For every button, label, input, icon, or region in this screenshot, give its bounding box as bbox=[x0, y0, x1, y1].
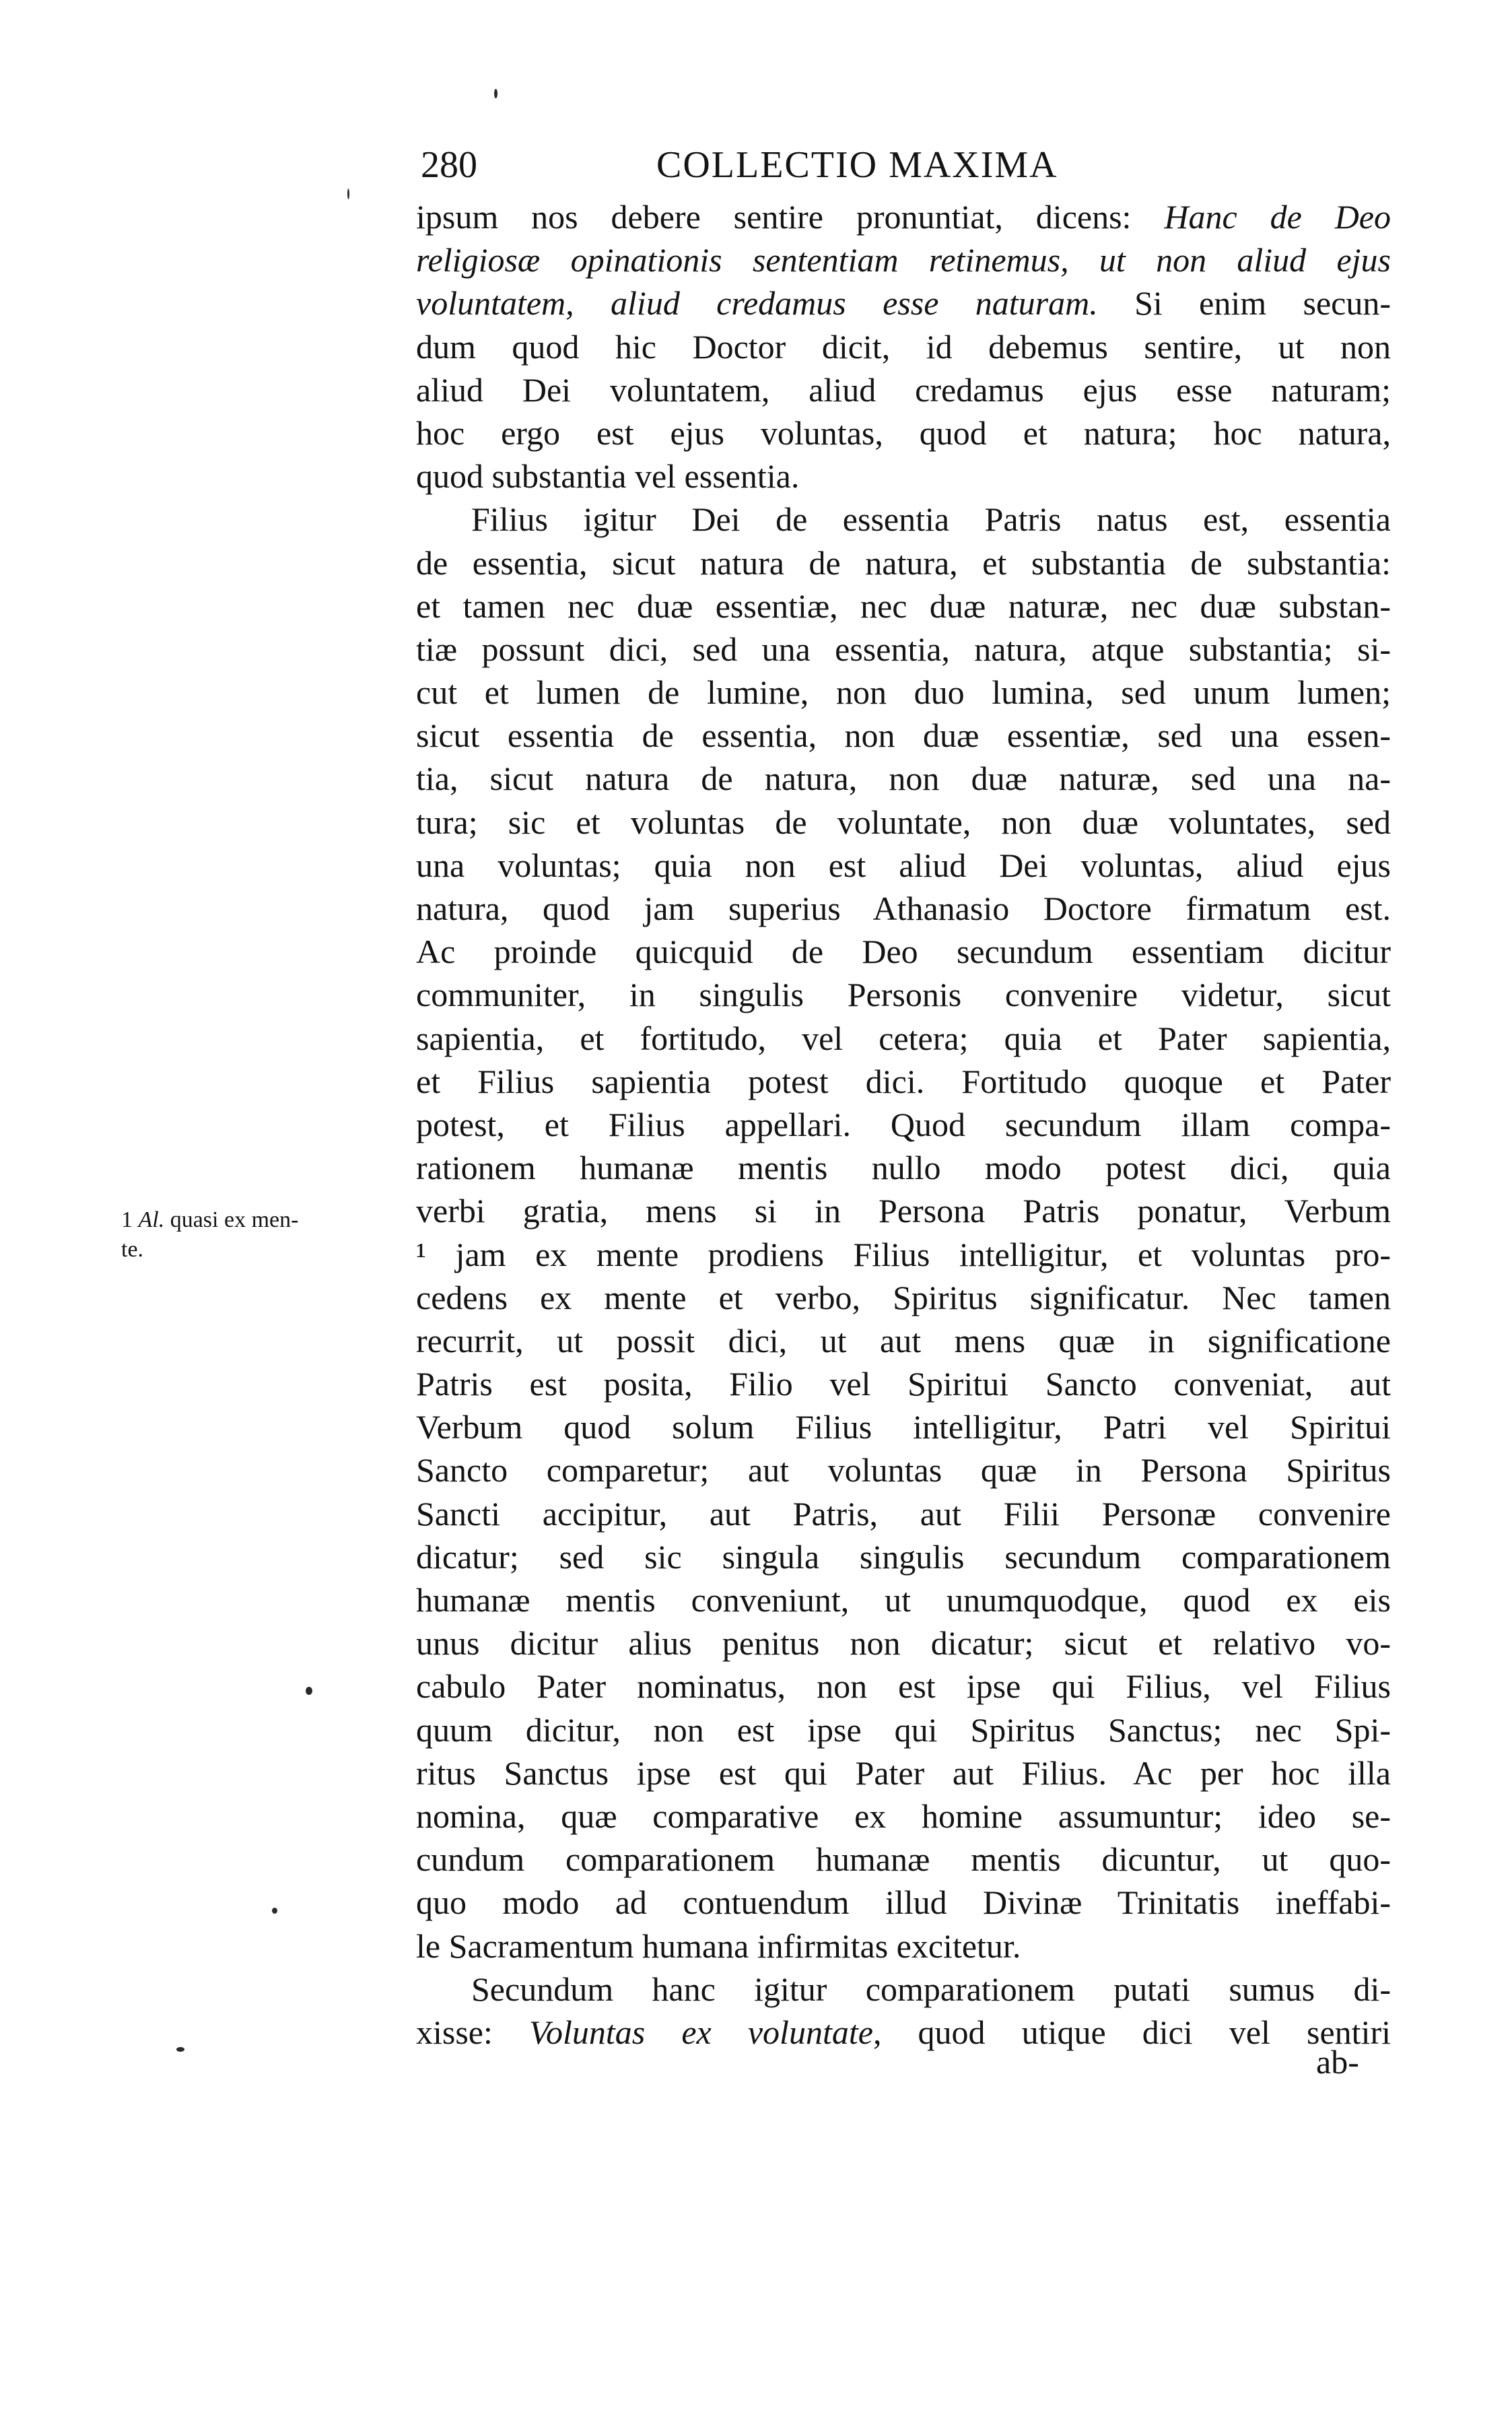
text-segment: communiter, in singulis Personis convenire videtur, sicut bbox=[416, 976, 1391, 1014]
text-segment: recurrit, ut possit dici, ut aut mens quæ in significatione bbox=[416, 1321, 1391, 1360]
text-line bbox=[416, 195, 1391, 238]
text-line bbox=[416, 584, 1391, 628]
margin-note-continuation: te. bbox=[121, 1237, 144, 1262]
text-line bbox=[416, 1146, 1391, 1189]
text-segment: Filius igitur Dei de essentia Patris natus est, essentia bbox=[471, 500, 1391, 539]
text-line bbox=[416, 1621, 1391, 1665]
text-line bbox=[416, 1924, 1391, 1968]
text-line bbox=[416, 2011, 1391, 2054]
text-line bbox=[416, 1492, 1391, 1535]
text-line bbox=[416, 1838, 1391, 1881]
scan-speck bbox=[176, 2047, 184, 2052]
text-segment: le Sacramentum humana infirmitas excitetur. bbox=[416, 1927, 1021, 1965]
text-segment: et Filius sapientia potest dici. Fortitudo quoque et Pater bbox=[416, 1062, 1391, 1100]
text-line bbox=[416, 1276, 1391, 1319]
text-line bbox=[416, 714, 1391, 757]
text-segment: quo modo ad contuendum illud Divinæ Trinitatis ineffabi- bbox=[416, 1883, 1391, 1922]
text-line bbox=[416, 930, 1391, 973]
text-segment: quod substantia vel essentia. bbox=[416, 457, 800, 496]
running-title: COLLECTIO MAXIMA bbox=[656, 144, 1058, 186]
scan-speck bbox=[347, 189, 349, 199]
text-line bbox=[416, 801, 1391, 844]
text-segment: xisse: bbox=[416, 2013, 530, 2051]
text-line bbox=[416, 1017, 1391, 1060]
text-line bbox=[416, 973, 1391, 1016]
scan-speck bbox=[306, 1687, 312, 1695]
text-segment: una voluntas; quia non est aliud Dei voluntas, aliud ejus bbox=[416, 846, 1391, 884]
text-segment: Patris est posita, Filio vel Spiritui Sancto conveniat, aut bbox=[416, 1365, 1391, 1403]
text-line bbox=[416, 455, 1391, 498]
text-line bbox=[416, 1881, 1391, 1924]
italic-text: religiosæ opinationis sententiam retinemus, ut non aliud ejus bbox=[416, 241, 1391, 279]
text-segment: sapientia, et fortitudo, vel cetera; quia et Pater sapientia, bbox=[416, 1019, 1391, 1057]
text-segment: sicut essentia de essentia, non duæ essentiæ, sed una essen- bbox=[416, 716, 1391, 755]
text-line bbox=[416, 1751, 1391, 1795]
text-segment: nomina, quæ comparative ex homine assumuntur; ideo se- bbox=[416, 1797, 1391, 1835]
text-segment: Sancto comparetur; aut voluntas quæ in Persona Spiritus bbox=[416, 1451, 1391, 1489]
text-line bbox=[416, 1362, 1391, 1405]
text-segment: verbi gratia, mens si in Persona Patris ponatur, Verbum bbox=[416, 1192, 1391, 1230]
italic-text: voluntatem, aliud credamus esse naturam. bbox=[416, 284, 1098, 323]
text-segment: ritus Sanctus ipse est qui Pater aut Filius. Ac per hoc illa bbox=[416, 1753, 1391, 1792]
text-segment: quum dicitur, non est ipse qui Spiritus Sanctus; nec Spi- bbox=[416, 1710, 1391, 1749]
text-segment: Sancti accipitur, aut Patris, aut Filii Personæ convenire bbox=[416, 1494, 1391, 1533]
text-line bbox=[416, 1665, 1391, 1708]
catchword: ab- bbox=[1316, 2043, 1359, 2081]
text-line bbox=[416, 628, 1391, 671]
text-segment: tia, sicut natura de natura, non duæ naturæ, sed una na- bbox=[416, 760, 1391, 798]
text-line bbox=[416, 1405, 1391, 1448]
italic-text: Hanc de Deo bbox=[1164, 198, 1391, 236]
scan-speck bbox=[272, 1908, 277, 1914]
text-line bbox=[416, 1578, 1391, 1621]
text-segment: dum quod hic Doctor dicit, id debemus sentire, ut non bbox=[416, 327, 1391, 366]
text-segment: aliud Dei voluntatem, aliud credamus ejus esse naturam; bbox=[416, 370, 1391, 409]
text-segment: et tamen nec duæ essentiæ, nec duæ naturæ, nec duæ substan- bbox=[416, 587, 1391, 625]
text-line bbox=[416, 281, 1391, 325]
text-segment: Verbum quod solum Filius intelligitur, Patri vel Spiritui bbox=[416, 1408, 1391, 1446]
margin-note-line bbox=[121, 1205, 390, 1235]
text-line bbox=[416, 238, 1391, 281]
text-line bbox=[416, 1233, 1391, 1276]
text-line bbox=[416, 844, 1391, 887]
text-line bbox=[416, 368, 1391, 411]
text-line bbox=[416, 411, 1391, 455]
text-line bbox=[416, 671, 1391, 714]
margin-note-marker: 1 bbox=[121, 1207, 133, 1232]
text-segment: Secundum hanc igitur comparationem putati sumus di- bbox=[471, 1970, 1391, 2008]
text-line bbox=[416, 1189, 1391, 1232]
text-segment: cut et lumen de lumine, non duo lumina, sed unum lumen; bbox=[416, 673, 1391, 712]
text-line bbox=[416, 1708, 1391, 1751]
text-segment: tiæ possunt dici, sed una essentia, natura, atque substantia; si- bbox=[416, 630, 1391, 668]
text-line bbox=[416, 887, 1391, 930]
page-number: 280 bbox=[421, 144, 477, 186]
text-line bbox=[416, 498, 1391, 541]
text-line bbox=[416, 1103, 1391, 1146]
text-segment: ipsum nos debere sentire pronuntiat, dicens: bbox=[416, 198, 1165, 236]
page-header bbox=[421, 138, 1397, 192]
text-line bbox=[416, 1535, 1391, 1578]
text-line bbox=[416, 1448, 1391, 1492]
text-segment: tura; sic et voluntas de voluntate, non duæ voluntates, sed bbox=[416, 803, 1391, 841]
text-segment: hoc ergo est ejus voluntas, quod et natura; hoc natura, bbox=[416, 413, 1391, 452]
text-line bbox=[416, 1319, 1391, 1362]
text-segment: potest, et Filius appellari. Quod secundum illam compa- bbox=[416, 1105, 1391, 1143]
text-segment: ¹ jam ex mente prodiens Filius intelligitur, et voluntas pro- bbox=[416, 1235, 1391, 1273]
italic-text: Voluntas ex voluntate bbox=[529, 2013, 873, 2051]
text-segment: cundum comparationem humanæ mentis dicuntur, ut quo- bbox=[416, 1840, 1391, 1879]
text-segment: , quod utique dici vel sentiri bbox=[872, 2013, 1391, 2051]
text-segment: cabulo Pater nominatus, non est ipse qui Filius, vel Filius bbox=[416, 1667, 1391, 1706]
margin-note-text: quasi ex men- bbox=[170, 1207, 299, 1232]
text-segment: unus dicitur alius penitus non dicatur; sicut et relativo vo- bbox=[416, 1624, 1391, 1663]
body-text bbox=[416, 195, 1391, 2054]
text-line bbox=[416, 325, 1391, 368]
text-segment: de essentia, sicut natura de natura, et substantia de substantia: bbox=[416, 543, 1391, 582]
margin-note-abbrev: Al. bbox=[138, 1207, 165, 1232]
scan-speck bbox=[494, 89, 497, 98]
text-segment: cedens ex mente et verbo, Spiritus significatur. Nec tamen bbox=[416, 1278, 1391, 1316]
text-line bbox=[416, 1968, 1391, 2011]
text-segment: Ac proinde quicquid de Deo secundum essentiam dicitur bbox=[416, 933, 1391, 971]
text-line bbox=[416, 1795, 1391, 1838]
text-segment: natura, quod jam superius Athanasio Doctore firmatum est. bbox=[416, 890, 1391, 927]
margin-note bbox=[121, 1205, 390, 1265]
text-segment: rationem humanæ mentis nullo modo potest dici, quia bbox=[416, 1149, 1391, 1187]
text-segment: humanæ mentis conveniunt, ut unumquodque, quod ex eis bbox=[416, 1581, 1391, 1619]
text-segment: dicatur; sed sic singula singulis secundum comparationem bbox=[416, 1537, 1391, 1576]
text-line bbox=[416, 757, 1391, 800]
text-line bbox=[416, 541, 1391, 584]
text-segment: Si enim secun- bbox=[1097, 284, 1391, 323]
text-line bbox=[416, 1060, 1391, 1103]
